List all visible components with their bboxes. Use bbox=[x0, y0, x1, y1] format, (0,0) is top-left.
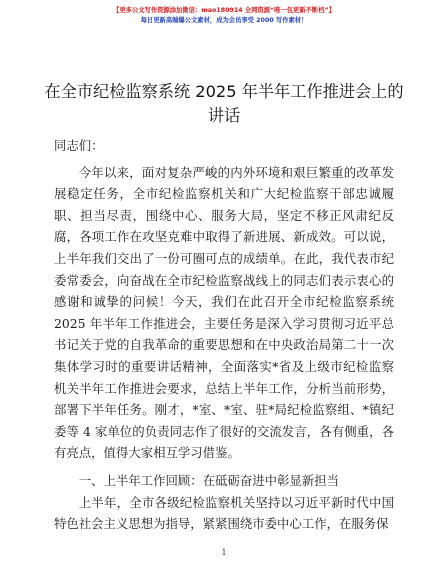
section-paragraph: 上半年，全市各级纪检监察机关坚持以习近平新时代中国特色社会主义思想为指导，紧紧围绕市委中心工作，在服务保 bbox=[54, 494, 394, 532]
greeting: 同志们： bbox=[54, 138, 104, 153]
promo-banner-line-2: 每日更新高端爆公文素材，成为会员享受 2000 写作素材！ bbox=[140, 17, 308, 24]
section-heading: 一、上半年工作回顾：在砥砺奋进中彰显新担当 bbox=[78, 472, 339, 488]
document-body bbox=[54, 135, 394, 535]
promo-banner bbox=[0, 6, 448, 26]
promo-banner-line-1: 【更多公文写作资源添加微信：mao180914 全网资源“唯一包更新不断档”】 bbox=[113, 7, 335, 14]
page-number: 1 bbox=[221, 548, 227, 557]
document-title: 在全市纪检监察系统 2025 年半年工作推进会上的讲话 bbox=[44, 82, 404, 125]
body-paragraph: 今年以来，面对复杂严峻的内外环境和艰巨繁重的改革发展稳定任务，全市纪检监察机关和广大纪检监察干部忠诚履职、担当尽责，围绕中心、服务大局，坚定不移正风肃纪反腐，各项工作在攻坚克难中取得了新进展、新成效。可以说，上半年我们交出了一份可圈可点的成绩单。在此，我代表市纪委常委会，向奋战在全市纪检监察战线上的同志们表示衷心的感谢和诚挚的问候！今天，我们在此召开全市纪检监察系统 2025 年半年工作推进会，主要任务是深入学习贯彻习近平总书记关于党的自我革命的重要思想和在中央政治局第二十一次集体学习时的重要讲话精神，全面落实*省及上级市纪检监察机关半年工作推进会要求，总结上半年工作，分析当前形势，部署下半年任务。刚才，*室、*室、驻*局纪检监察组、*镇纪委等 4 家单位的负责同志作了很好的交流发言，各有侧重，各有亮点，值得大家相互学习借鉴。 bbox=[54, 164, 394, 461]
